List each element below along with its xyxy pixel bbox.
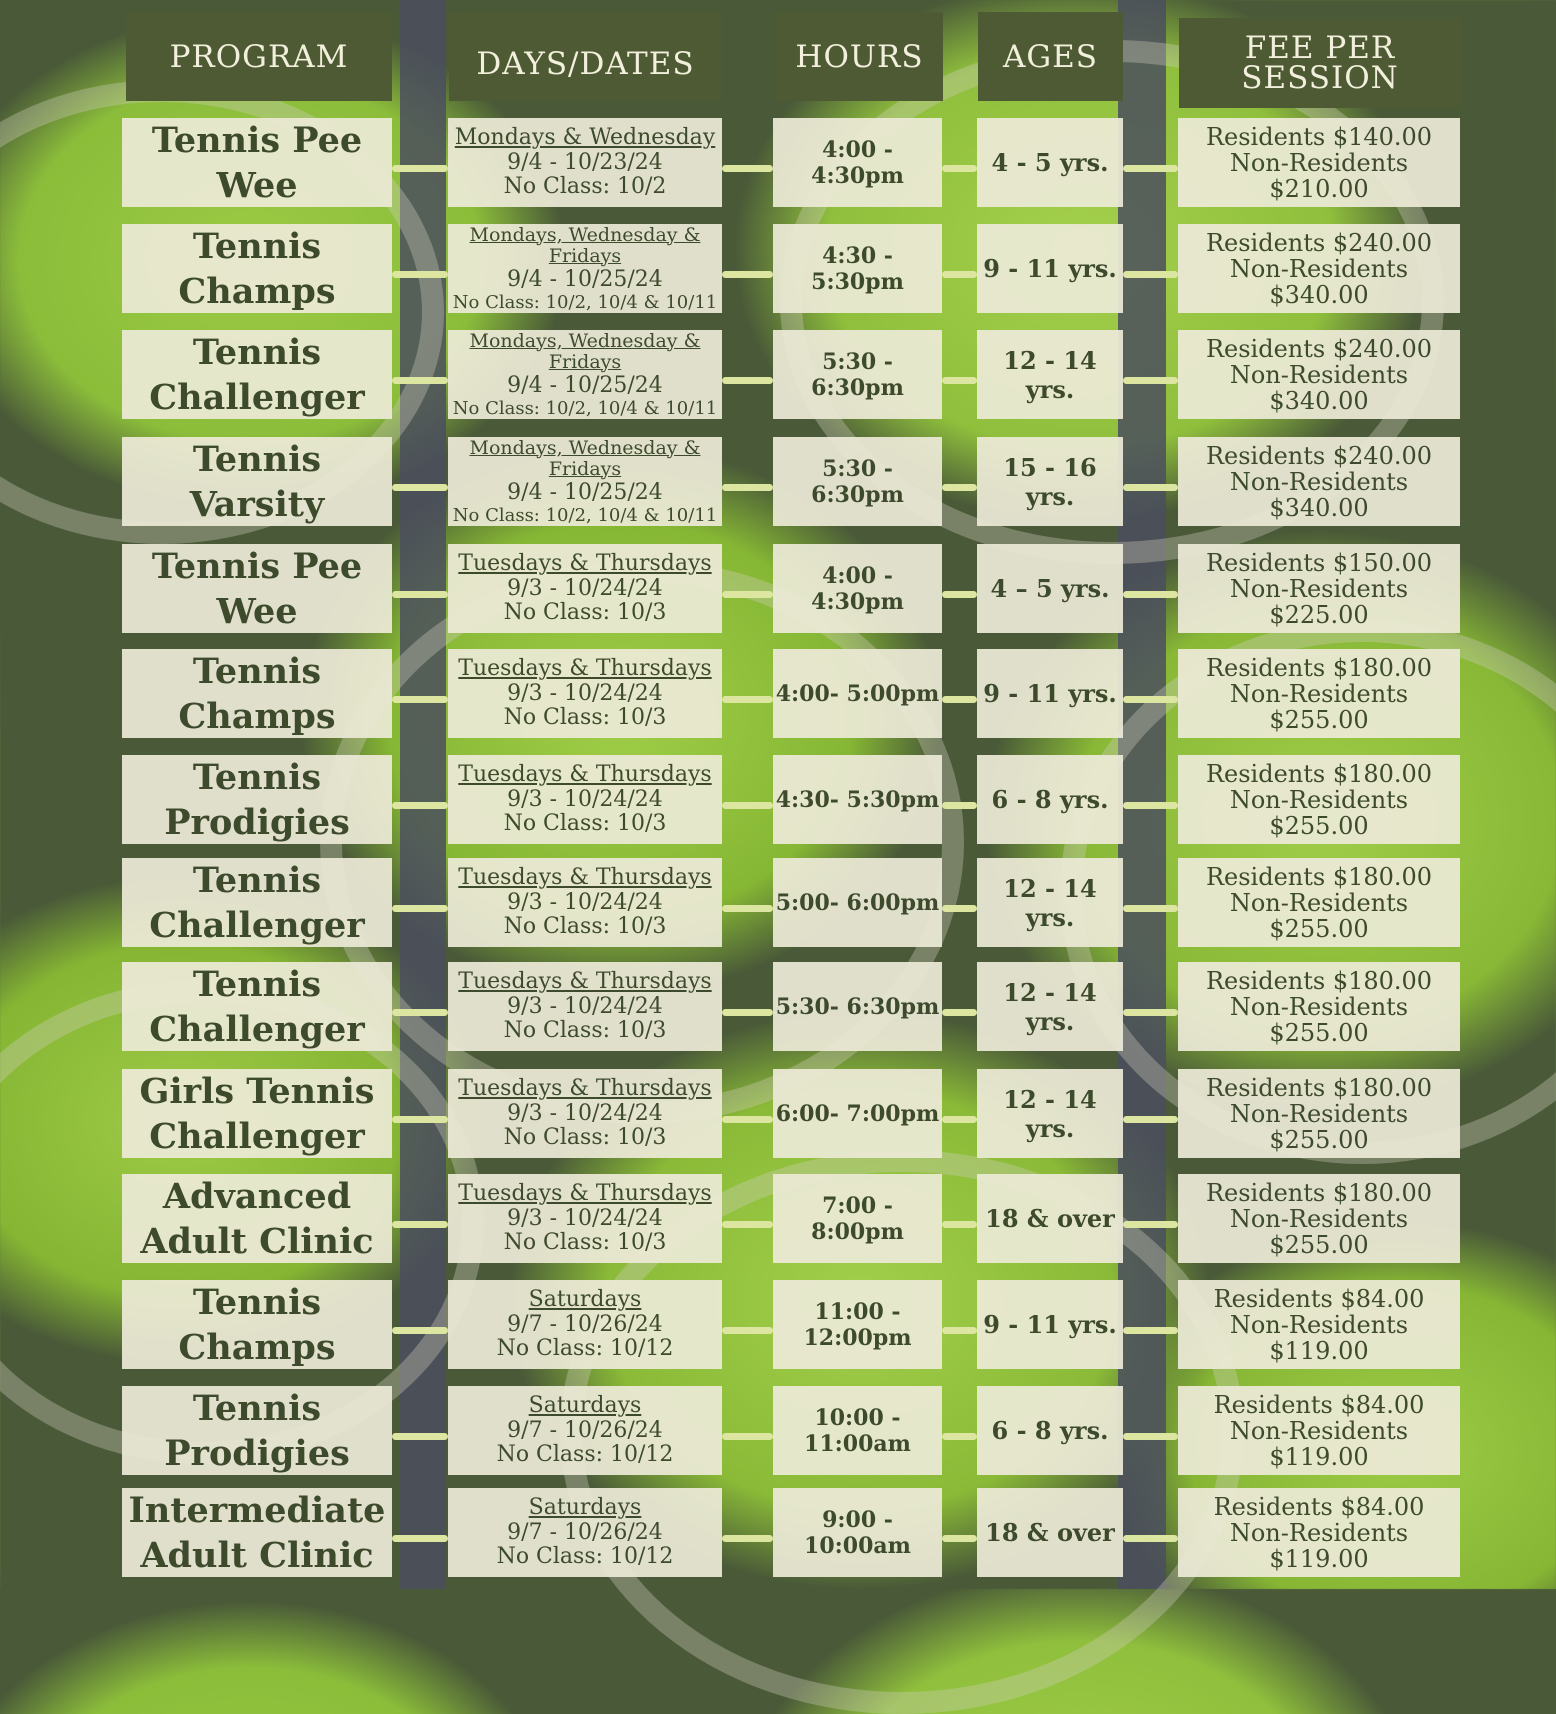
hours-value: 5:00- 6:00pm	[775, 889, 940, 916]
fee-cell	[1178, 437, 1460, 526]
days-dates-cell	[448, 649, 722, 738]
date-range: 9/3 - 10/24/24	[507, 890, 663, 915]
row-connector	[1123, 802, 1178, 809]
hours-value: 4:00 - 4:30pm	[811, 562, 904, 615]
row-connector	[1123, 1535, 1178, 1542]
date-range: 9/3 - 10/24/24	[507, 576, 663, 601]
ages-value: 18 & over	[985, 1204, 1115, 1233]
days-dates-cell	[448, 118, 722, 207]
fee-residents: Residents $240.00	[1205, 441, 1433, 470]
header-days-dates	[449, 12, 722, 101]
program-cell	[122, 755, 392, 844]
date-range: 9/3 - 10/24/24	[507, 1206, 663, 1231]
ages-value: 12 - 14 yrs.	[1003, 977, 1097, 1036]
ages-cell	[977, 1174, 1123, 1263]
fee-residents: Residents $180.00	[1205, 759, 1433, 788]
program-cell	[122, 224, 392, 313]
ages-value: 12 - 14 yrs.	[1003, 345, 1097, 404]
fee-residents: Residents $180.00	[1205, 1073, 1433, 1102]
hours-cell	[773, 224, 942, 313]
hours-cell	[773, 1386, 942, 1475]
fee-non-residents: Non-Residents $255.00	[1229, 785, 1409, 840]
header-fee-line2: SESSION	[1241, 60, 1399, 96]
days-dates-cell	[448, 1386, 722, 1475]
bg-gap-right	[1118, 0, 1166, 1589]
date-range: 9/7 - 10/26/24	[507, 1312, 663, 1337]
no-class-note: No Class: 10/12	[496, 1336, 674, 1361]
hours-value: 11:00 - 12:00pm	[803, 1298, 912, 1351]
row-connector	[942, 377, 977, 384]
row-connector	[392, 271, 448, 278]
days-label: Tuesdays & Thursdays	[458, 1076, 712, 1101]
days-label: Tuesdays & Thursdays	[458, 865, 712, 890]
ages-value: 6 - 8 yrs.	[991, 1416, 1109, 1445]
ages-value: 4 - 5 yrs.	[991, 148, 1109, 177]
header-program-label: PROGRAM	[169, 38, 349, 75]
hours-value: 6:00- 7:00pm	[775, 1100, 940, 1127]
program-name-line: Tennis Champs	[178, 1281, 336, 1368]
days-label: Saturdays	[528, 1495, 642, 1520]
row-connector	[722, 484, 773, 491]
fee-cell	[1178, 1488, 1460, 1577]
row-connector	[392, 1327, 448, 1334]
days-label: Tuesdays & Thursdays	[458, 969, 712, 994]
program-cell	[122, 330, 392, 419]
row-connector	[722, 802, 773, 809]
row-connector	[1123, 484, 1178, 491]
row-connector	[942, 271, 977, 278]
fee-residents: Residents $180.00	[1205, 966, 1433, 995]
hours-cell	[773, 858, 942, 947]
fee-residents: Residents $84.00	[1213, 1390, 1425, 1419]
no-class-note: No Class: 10/3	[503, 1125, 667, 1150]
days-label: Tuesdays & Thursdays	[458, 1181, 712, 1206]
row-connector	[722, 1009, 773, 1016]
program-cell	[122, 1174, 392, 1263]
program-cell	[122, 1280, 392, 1369]
ages-cell	[977, 118, 1123, 207]
row-connector	[392, 484, 448, 491]
hours-cell	[773, 330, 942, 419]
hours-value: 9:00 - 10:00am	[804, 1506, 911, 1559]
days-dates-cell	[448, 1488, 722, 1577]
row-connector	[942, 905, 977, 912]
row-connector	[942, 591, 977, 598]
fee-cell	[1178, 755, 1460, 844]
hours-value: 7:00 - 8:00pm	[811, 1192, 904, 1245]
program-name-line: Adult Clinic	[140, 1534, 374, 1576]
row-connector	[722, 1535, 773, 1542]
program-name-line: Advanced	[162, 1175, 352, 1217]
program-name-line: Challenger	[149, 904, 365, 946]
row-connector	[392, 591, 448, 598]
fee-cell	[1178, 1386, 1460, 1475]
program-name-line: Challenger	[149, 376, 365, 418]
program-name-line: Adult Clinic	[140, 1220, 374, 1262]
fee-non-residents: Non-Residents $225.00	[1229, 574, 1409, 629]
program-cell	[122, 858, 392, 947]
row-connector	[392, 1009, 448, 1016]
row-connector	[942, 696, 977, 703]
header-ages	[978, 12, 1123, 101]
row-connector	[392, 165, 448, 172]
fee-cell	[1178, 962, 1460, 1051]
row-connector	[722, 591, 773, 598]
fee-cell	[1178, 118, 1460, 207]
program-name-line: Challenger	[149, 1008, 365, 1050]
ages-cell	[977, 330, 1123, 419]
days-dates-cell	[448, 1280, 722, 1369]
hours-cell	[773, 962, 942, 1051]
program-name-line: Tennis Prodigies	[164, 1387, 350, 1474]
header-hours	[776, 12, 943, 101]
days-dates-cell	[448, 1069, 722, 1158]
program-name-line: Tennis Prodigies	[164, 756, 350, 843]
fee-non-residents: Non-Residents $255.00	[1229, 1099, 1409, 1154]
row-connector	[722, 1116, 773, 1123]
program-name-line: Tennis Pee Wee	[151, 545, 363, 632]
fee-cell	[1178, 330, 1460, 419]
date-range: 9/4 - 10/25/24	[507, 479, 663, 505]
row-connector	[942, 1433, 977, 1440]
row-connector	[1123, 905, 1178, 912]
days-label: Mondays & Wednesday	[454, 125, 716, 150]
date-range: 9/3 - 10/24/24	[507, 994, 663, 1019]
row-connector	[392, 1433, 448, 1440]
program-cell	[122, 649, 392, 738]
row-connector	[392, 377, 448, 384]
days-dates-cell	[448, 224, 722, 313]
header-hours-label: HOURS	[795, 38, 924, 75]
row-connector	[1123, 1221, 1178, 1228]
hours-cell	[773, 437, 942, 526]
ages-value: 4 – 5 yrs.	[990, 574, 1110, 603]
date-range: 9/3 - 10/24/24	[507, 681, 663, 706]
row-connector	[722, 377, 773, 384]
program-cell	[122, 437, 392, 526]
hours-value: 4:00 - 4:30pm	[811, 136, 904, 189]
row-connector	[722, 1433, 773, 1440]
no-class-note: No Class: 10/3	[503, 705, 667, 730]
fee-residents: Residents $150.00	[1205, 548, 1433, 577]
fee-cell	[1178, 224, 1460, 313]
hours-value: 5:30 - 6:30pm	[811, 348, 904, 401]
program-name-line: Tennis	[192, 859, 322, 901]
ages-cell	[977, 649, 1123, 738]
program-cell	[122, 1488, 392, 1577]
header-fee	[1179, 18, 1461, 108]
row-connector	[942, 802, 977, 809]
hours-cell	[773, 1488, 942, 1577]
program-name-line: Challenger	[149, 1115, 365, 1157]
days-dates-cell	[448, 437, 722, 526]
row-connector	[942, 1009, 977, 1016]
row-connector	[722, 905, 773, 912]
hours-cell	[773, 1174, 942, 1263]
fee-non-residents: Non-Residents $255.00	[1229, 679, 1409, 734]
row-connector	[942, 1535, 977, 1542]
no-class-note: No Class: 10/2, 10/4 & 10/11	[452, 397, 718, 419]
no-class-note: No Class: 10/12	[496, 1442, 674, 1467]
days-dates-cell	[448, 1174, 722, 1263]
fee-residents: Residents $84.00	[1213, 1284, 1425, 1313]
row-connector	[392, 802, 448, 809]
no-class-note: No Class: 10/3	[503, 600, 667, 625]
fee-residents: Residents $180.00	[1205, 862, 1433, 891]
no-class-note: No Class: 10/3	[503, 1018, 667, 1043]
ages-value: 18 & over	[985, 1518, 1115, 1547]
ages-cell	[977, 755, 1123, 844]
program-name-line: Tennis Champs	[178, 650, 336, 737]
row-connector	[392, 1116, 448, 1123]
date-range: 9/4 - 10/23/24	[507, 150, 663, 175]
no-class-note: No Class: 10/2, 10/4 & 10/11	[452, 504, 718, 526]
row-connector	[1123, 377, 1178, 384]
header-days-label: DAYS/DATES	[476, 45, 695, 82]
row-connector	[722, 271, 773, 278]
days-label: Tuesdays & Thursdays	[458, 656, 712, 681]
row-connector	[1123, 165, 1178, 172]
hours-value: 4:00- 5:00pm	[775, 680, 940, 707]
days-label: Tuesdays & Thursdays	[458, 762, 712, 787]
row-connector	[392, 696, 448, 703]
fee-cell	[1178, 544, 1460, 633]
hours-value: 5:30 - 6:30pm	[811, 455, 904, 508]
program-cell	[122, 962, 392, 1051]
row-connector	[1123, 271, 1178, 278]
row-connector	[1123, 1433, 1178, 1440]
ages-value: 12 - 14 yrs.	[1003, 873, 1097, 932]
program-cell	[122, 1386, 392, 1475]
fee-residents: Residents $240.00	[1205, 228, 1433, 257]
fee-cell	[1178, 1174, 1460, 1263]
row-connector	[942, 484, 977, 491]
program-name-line: Tennis Varsity	[189, 438, 325, 525]
header-fee-line1: FEE PER	[1244, 30, 1396, 66]
date-range: 9/7 - 10/26/24	[507, 1520, 663, 1545]
program-cell	[122, 1069, 392, 1158]
no-class-note: No Class: 10/2	[503, 174, 667, 199]
program-name-line: Tennis	[192, 963, 322, 1005]
program-name-line: Intermediate	[128, 1489, 386, 1531]
hours-value: 4:30 - 5:30pm	[811, 242, 904, 295]
ages-cell	[977, 1488, 1123, 1577]
fee-residents: Residents $180.00	[1205, 653, 1433, 682]
fee-non-residents: Non-Residents $255.00	[1229, 1204, 1409, 1259]
fee-non-residents: Non-Residents $255.00	[1229, 992, 1409, 1047]
days-dates-cell	[448, 755, 722, 844]
program-name-line: Tennis Pee Wee	[151, 119, 363, 206]
ages-cell	[977, 437, 1123, 526]
ages-value: 9 - 11 yrs.	[983, 679, 1117, 708]
fee-non-residents: Non-Residents $210.00	[1229, 148, 1409, 203]
program-name-line: Tennis Champs	[178, 225, 336, 312]
fee-non-residents: Non-Residents $340.00	[1229, 360, 1409, 415]
fee-non-residents: Non-Residents $119.00	[1229, 1518, 1409, 1573]
fee-cell	[1178, 1280, 1460, 1369]
days-label: Mondays, Wednesday & Fridays	[469, 329, 701, 373]
ages-value: 9 - 11 yrs.	[983, 254, 1117, 283]
fee-cell	[1178, 858, 1460, 947]
row-connector	[1123, 696, 1178, 703]
days-label: Mondays, Wednesday & Fridays	[469, 436, 701, 480]
days-dates-cell	[448, 858, 722, 947]
fee-non-residents: Non-Residents $255.00	[1229, 888, 1409, 943]
fee-non-residents: Non-Residents $119.00	[1229, 1310, 1409, 1365]
row-connector	[722, 165, 773, 172]
fee-cell	[1178, 1069, 1460, 1158]
fee-residents: Residents $140.00	[1205, 122, 1433, 151]
days-dates-cell	[448, 330, 722, 419]
program-name-line: Tennis	[192, 331, 322, 373]
no-class-note: No Class: 10/3	[503, 811, 667, 836]
row-connector	[392, 1221, 448, 1228]
row-connector	[1123, 1327, 1178, 1334]
ages-cell	[977, 1069, 1123, 1158]
hours-value: 5:30- 6:30pm	[775, 993, 940, 1020]
ages-cell	[977, 858, 1123, 947]
hours-cell	[773, 118, 942, 207]
ages-value: 12 - 14 yrs.	[1003, 1084, 1097, 1143]
row-connector	[1123, 1009, 1178, 1016]
hours-cell	[773, 649, 942, 738]
row-connector	[1123, 591, 1178, 598]
ages-value: 9 - 11 yrs.	[983, 1310, 1117, 1339]
row-connector	[942, 165, 977, 172]
date-range: 9/7 - 10/26/24	[507, 1418, 663, 1443]
program-cell	[122, 118, 392, 207]
bg-gap-left	[400, 0, 446, 1589]
days-label: Saturdays	[528, 1287, 642, 1312]
hours-value: 10:00 - 11:00am	[804, 1404, 911, 1457]
date-range: 9/3 - 10/24/24	[507, 1101, 663, 1126]
fee-residents: Residents $240.00	[1205, 334, 1433, 363]
days-dates-cell	[448, 544, 722, 633]
fee-residents: Residents $84.00	[1213, 1492, 1425, 1521]
days-label: Tuesdays & Thursdays	[458, 551, 712, 576]
row-connector	[722, 696, 773, 703]
fee-non-residents: Non-Residents $119.00	[1229, 1416, 1409, 1471]
ages-cell	[977, 1280, 1123, 1369]
program-cell	[122, 544, 392, 633]
date-range: 9/4 - 10/25/24	[507, 266, 663, 292]
ages-value: 15 - 16 yrs.	[1003, 452, 1097, 511]
hours-cell	[773, 544, 942, 633]
row-connector	[1123, 1116, 1178, 1123]
ages-value: 6 - 8 yrs.	[991, 785, 1109, 814]
header-program	[126, 12, 392, 101]
no-class-note: No Class: 10/12	[496, 1544, 674, 1569]
row-connector	[942, 1116, 977, 1123]
hours-value: 4:30- 5:30pm	[775, 786, 940, 813]
no-class-note: No Class: 10/3	[503, 914, 667, 939]
hours-cell	[773, 1280, 942, 1369]
no-class-note: No Class: 10/2, 10/4 & 10/11	[452, 291, 718, 313]
hours-cell	[773, 1069, 942, 1158]
days-dates-cell	[448, 962, 722, 1051]
no-class-note: No Class: 10/3	[503, 1230, 667, 1255]
row-connector	[942, 1221, 977, 1228]
ages-cell	[977, 1386, 1123, 1475]
fee-residents: Residents $180.00	[1205, 1178, 1433, 1207]
row-connector	[722, 1221, 773, 1228]
row-connector	[942, 1327, 977, 1334]
row-connector	[392, 1535, 448, 1542]
date-range: 9/3 - 10/24/24	[507, 787, 663, 812]
ages-cell	[977, 962, 1123, 1051]
hours-cell	[773, 755, 942, 844]
days-label: Saturdays	[528, 1393, 642, 1418]
days-label: Mondays, Wednesday & Fridays	[469, 223, 701, 267]
row-connector	[722, 1327, 773, 1334]
header-ages-label: AGES	[1002, 38, 1099, 75]
ages-cell	[977, 224, 1123, 313]
row-connector	[392, 905, 448, 912]
fee-cell	[1178, 649, 1460, 738]
fee-non-residents: Non-Residents $340.00	[1229, 467, 1409, 522]
fee-non-residents: Non-Residents $340.00	[1229, 254, 1409, 309]
program-name-line: Girls Tennis	[139, 1070, 375, 1112]
ages-cell	[977, 544, 1123, 633]
date-range: 9/4 - 10/25/24	[507, 372, 663, 398]
